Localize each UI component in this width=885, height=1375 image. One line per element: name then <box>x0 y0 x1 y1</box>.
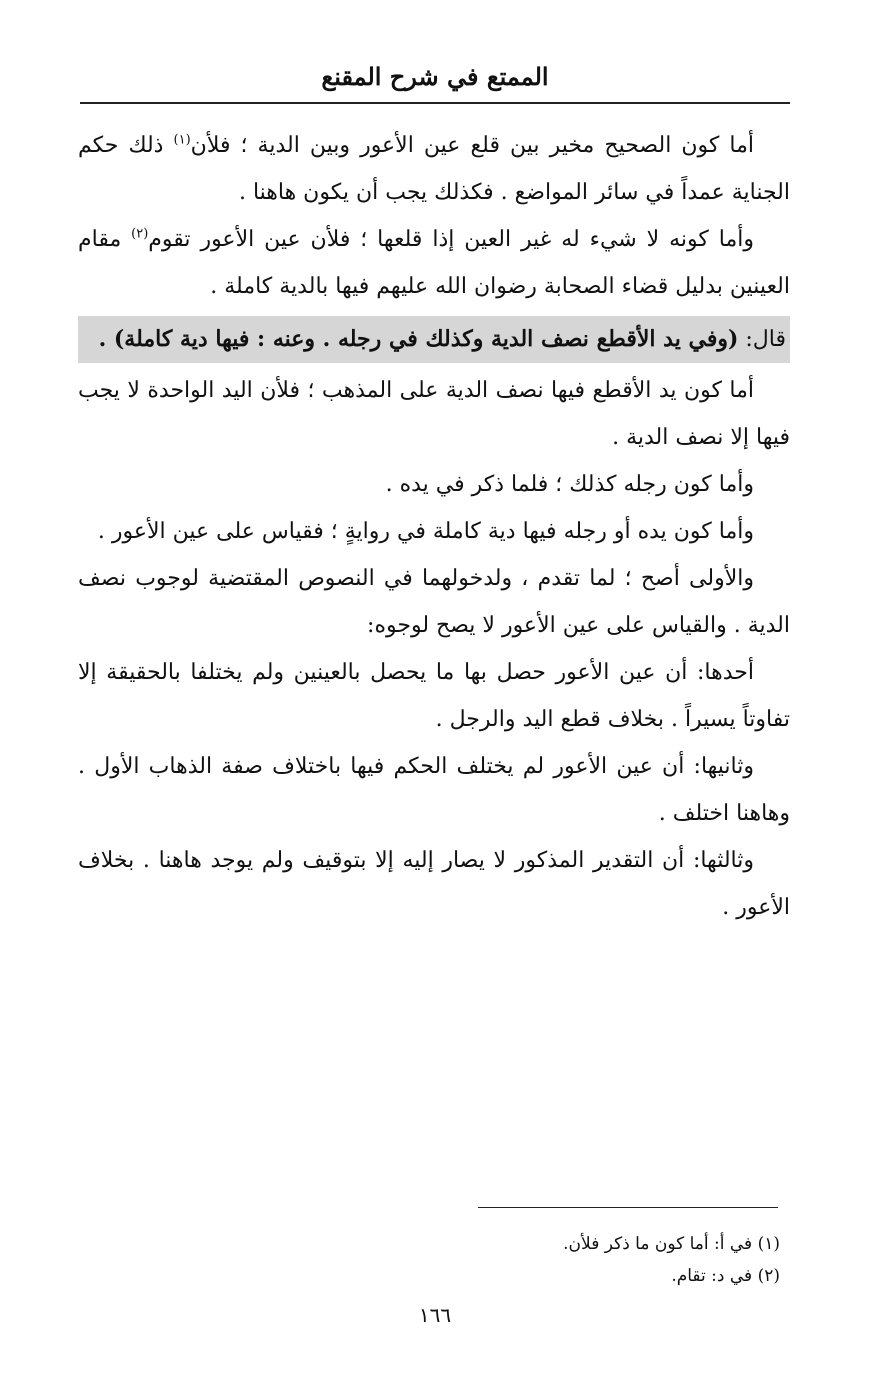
paragraph-1 <box>78 122 790 216</box>
body-text <box>78 122 790 931</box>
footnote-ref-1[interactable]: (١) <box>173 132 191 148</box>
paragraph-4: وأما كون رجله كذلك ؛ فلما ذكر في يده . <box>385 472 754 497</box>
paragraph-8: وثانيها: أن عين الأعور لم يختلف الحكم فيها باختلاف صفة الذهاب الأول . وهاهنا اختلف . <box>78 754 790 826</box>
footnotes <box>300 1228 780 1292</box>
paragraph-6: والأولى أصح ؛ لما تقدم ، ولدخولهما في النصوص المقتضية لوجوب نصف الدية . والقياس على عين الأعور لا يصح لوجوه: <box>78 566 790 638</box>
paragraph-1-continuation: ذلك حكم الجناية عمداً في سائر المواضع . فكذلك يجب أن يكون هاهنا . <box>78 133 790 205</box>
running-head-title: الممتع في شرح المقنع <box>321 62 549 91</box>
footnote-2: (٢) في د: تقام. <box>671 1266 780 1286</box>
paragraph-9: وثالثها: أن التقدير المذكور لا يصار إليه إلا بتوقيف ولم يوجد هاهنا . بخلاف الأعور . <box>78 848 790 920</box>
footnote-1: (١) في أ: أما كون ما ذكر فلأن. <box>563 1234 780 1254</box>
page-number: ١٦٦ <box>418 1303 452 1327</box>
paragraph-2 <box>78 216 790 310</box>
paragraph-5: وأما كون يده أو رجله فيها دية كاملة في روايةٍ ؛ فقياس على عين الأعور . <box>97 519 754 544</box>
header-rule <box>80 102 790 104</box>
paragraph-2-text: وأما كونه لا شيء له غير العين إذا قلعها ؛ فلأن عين الأعور تقوم <box>148 227 754 252</box>
paragraph-7: أحدها: أن عين الأعور حصل بها ما يحصل بالعينين ولم يختلفا بالحقيقة إلا تفاوتاً يسيراً . بخلاف قطع اليد والرجل . <box>78 660 790 732</box>
footnote-ref-2[interactable]: (٢) <box>131 226 149 242</box>
paragraph-2-continuation: مقام العينين بدليل قضاء الصحابة رضوان الله عليهم فيها بالدية كاملة . <box>78 227 790 299</box>
quoted-matn-highlight <box>78 316 790 363</box>
matn-text: (وفي يد الأقطع نصف الدية وكذلك في رجله . وعنه : فيها دية كاملة) . <box>98 326 739 352</box>
matn-lead: قال: <box>738 327 786 352</box>
paragraph-3: أما كون يد الأقطع فيها نصف الدية على المذهب ؛ فلأن اليد الواحدة لا يجب فيها إلا نصف الدية . <box>78 378 790 450</box>
footnote-rule <box>478 1207 778 1208</box>
paragraph-1-text: أما كون الصحيح مخير بين قلع عين الأعور وبين الدية ؛ فلأن <box>190 133 754 158</box>
